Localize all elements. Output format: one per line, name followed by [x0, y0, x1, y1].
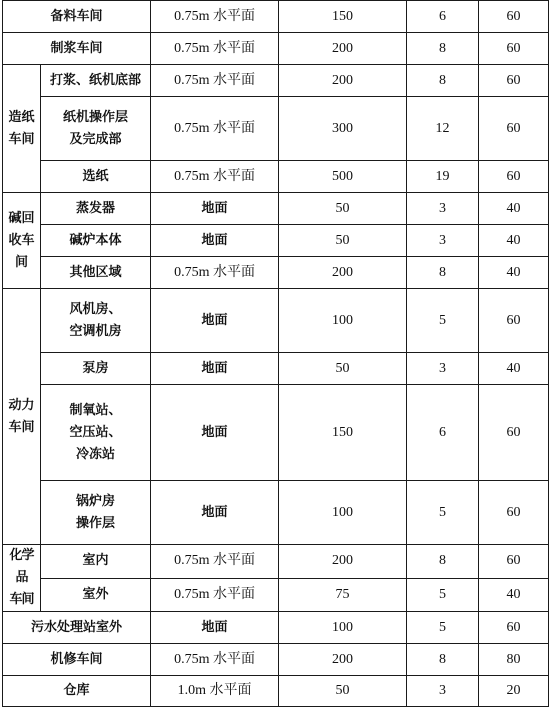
group-cell: 动力 车间	[3, 289, 41, 545]
place-cell: 备料车间	[3, 1, 151, 33]
upper-value-cell: 3	[407, 193, 479, 225]
place-cell: 蒸发器	[41, 193, 151, 225]
illuminance-cell: 500	[279, 161, 407, 193]
table-row	[3, 161, 549, 193]
ra-cell: 80	[479, 644, 549, 676]
table-row	[3, 481, 549, 545]
upper-value-cell: 12	[407, 97, 479, 161]
reference-plane-cell: 地面	[151, 353, 279, 385]
ra-cell: 40	[479, 257, 549, 289]
table-row	[3, 1, 549, 33]
upper-value-cell: 19	[407, 161, 479, 193]
illuminance-cell: 200	[279, 545, 407, 579]
table-row	[3, 676, 549, 707]
ra-cell: 60	[479, 289, 549, 353]
ra-cell: 40	[479, 225, 549, 257]
reference-plane-cell: 0.75m 水平面	[151, 578, 279, 612]
table-row	[3, 225, 549, 257]
reference-plane-cell: 1.0m 水平面	[151, 676, 279, 707]
table-row	[3, 65, 549, 97]
illuminance-cell: 50	[279, 676, 407, 707]
illuminance-cell: 50	[279, 353, 407, 385]
illuminance-cell: 50	[279, 193, 407, 225]
reference-plane-cell: 0.75m 水平面	[151, 545, 279, 579]
upper-value-cell: 5	[407, 289, 479, 353]
ra-cell: 60	[479, 65, 549, 97]
upper-value-cell: 8	[407, 257, 479, 289]
place-cell: 选纸	[41, 161, 151, 193]
illuminance-cell: 200	[279, 33, 407, 65]
upper-value-cell: 3	[407, 353, 479, 385]
place-cell: 污水处理站室外	[3, 612, 151, 644]
upper-value-cell: 5	[407, 612, 479, 644]
reference-plane-cell: 地面	[151, 481, 279, 545]
ra-cell: 60	[479, 385, 549, 481]
table-row	[3, 193, 549, 225]
illuminance-cell: 100	[279, 289, 407, 353]
illuminance-cell: 100	[279, 481, 407, 545]
place-cell: 机修车间	[3, 644, 151, 676]
upper-value-cell: 8	[407, 33, 479, 65]
upper-value-cell: 3	[407, 225, 479, 257]
illuminance-cell: 75	[279, 578, 407, 612]
illuminance-cell: 200	[279, 257, 407, 289]
illuminance-cell: 50	[279, 225, 407, 257]
table-row	[3, 385, 549, 481]
illuminance-cell: 100	[279, 612, 407, 644]
reference-plane-cell: 0.75m 水平面	[151, 97, 279, 161]
reference-plane-cell: 地面	[151, 193, 279, 225]
illuminance-cell: 150	[279, 1, 407, 33]
table-row	[3, 545, 549, 579]
place-cell: 仓库	[3, 676, 151, 707]
ra-cell: 60	[479, 33, 549, 65]
table-row	[3, 257, 549, 289]
illuminance-cell: 150	[279, 385, 407, 481]
upper-value-cell: 6	[407, 385, 479, 481]
upper-value-cell: 8	[407, 644, 479, 676]
group-cell: 化学品 车间	[3, 545, 41, 612]
place-cell: 锅炉房 操作层	[41, 481, 151, 545]
ra-cell: 60	[479, 481, 549, 545]
group-cell: 造纸 车间	[3, 65, 41, 193]
place-cell: 室内	[41, 545, 151, 579]
reference-plane-cell: 0.75m 水平面	[151, 644, 279, 676]
table-row	[3, 612, 549, 644]
illumination-standards-table	[2, 0, 549, 707]
ra-cell: 60	[479, 612, 549, 644]
place-cell: 碱炉本体	[41, 225, 151, 257]
upper-value-cell: 8	[407, 545, 479, 579]
illuminance-cell: 300	[279, 97, 407, 161]
reference-plane-cell: 地面	[151, 225, 279, 257]
table-row	[3, 33, 549, 65]
table-row	[3, 97, 549, 161]
illuminance-cell: 200	[279, 65, 407, 97]
reference-plane-cell: 0.75m 水平面	[151, 257, 279, 289]
reference-plane-cell: 地面	[151, 289, 279, 353]
place-cell: 其他区域	[41, 257, 151, 289]
place-cell: 打浆、纸机底部	[41, 65, 151, 97]
place-cell: 泵房	[41, 353, 151, 385]
reference-plane-cell: 0.75m 水平面	[151, 65, 279, 97]
group-cell: 碱回 收车 间	[3, 193, 41, 289]
place-cell: 制浆车间	[3, 33, 151, 65]
upper-value-cell: 5	[407, 481, 479, 545]
ra-cell: 20	[479, 676, 549, 707]
upper-value-cell: 6	[407, 1, 479, 33]
ra-cell: 40	[479, 193, 549, 225]
ra-cell: 40	[479, 353, 549, 385]
upper-value-cell: 8	[407, 65, 479, 97]
illuminance-cell: 200	[279, 644, 407, 676]
reference-plane-cell: 0.75m 水平面	[151, 33, 279, 65]
upper-value-cell: 5	[407, 578, 479, 612]
place-cell: 室外	[41, 578, 151, 612]
ra-cell: 60	[479, 545, 549, 579]
reference-plane-cell: 地面	[151, 385, 279, 481]
table-row	[3, 289, 549, 353]
table-row	[3, 578, 549, 612]
upper-value-cell: 3	[407, 676, 479, 707]
ra-cell: 60	[479, 97, 549, 161]
place-cell: 纸机操作层 及完成部	[41, 97, 151, 161]
ra-cell: 60	[479, 1, 549, 33]
reference-plane-cell: 0.75m 水平面	[151, 161, 279, 193]
place-cell: 制氧站、 空压站、 冷冻站	[41, 385, 151, 481]
reference-plane-cell: 地面	[151, 612, 279, 644]
ra-cell: 40	[479, 578, 549, 612]
table-row	[3, 644, 549, 676]
place-cell: 风机房、 空调机房	[41, 289, 151, 353]
ra-cell: 60	[479, 161, 549, 193]
reference-plane-cell: 0.75m 水平面	[151, 1, 279, 33]
table-row	[3, 353, 549, 385]
